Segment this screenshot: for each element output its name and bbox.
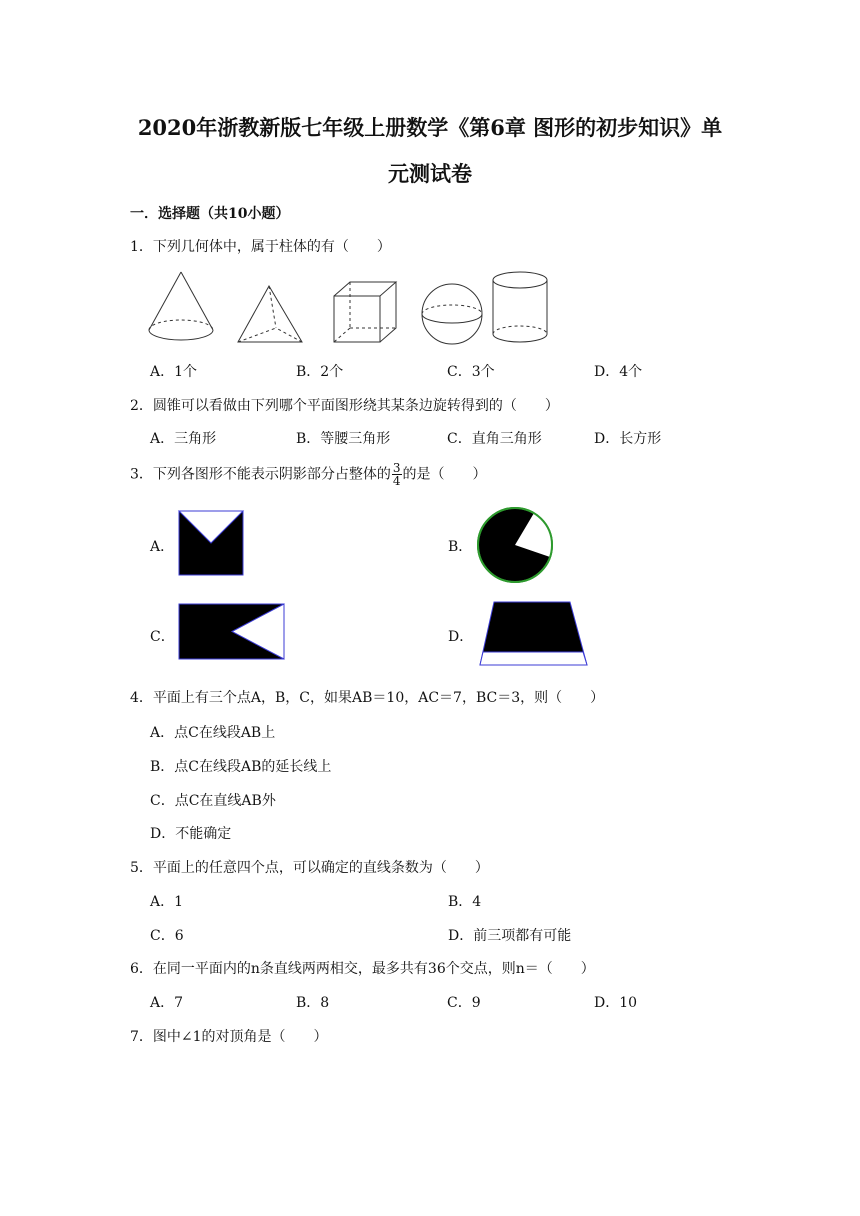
q3-option-a: A． <box>150 539 175 555</box>
trapezoid-shaded-figure <box>478 600 590 668</box>
q4-option-c: C．点C在直线AB外 <box>150 793 276 809</box>
q2-option-b: B．等腰三角形 <box>296 431 391 447</box>
tetrahedron-icon <box>236 284 304 346</box>
question-5-stem: 5．平面上的任意四个点，可以确定的直线条数为（ ） <box>130 860 489 876</box>
cone-icon <box>146 270 216 345</box>
cylinder-icon <box>490 270 550 346</box>
fraction <box>392 462 402 487</box>
q3-option-b: B． <box>448 539 473 555</box>
q5-option-d: D．前三项都有可能 <box>448 928 572 944</box>
rectangle-shaded-figure <box>178 603 286 661</box>
question-6-stem: 6．在同一平面内的n条直线两两相交，最多共有36个交点，则n＝（ ） <box>130 961 595 977</box>
question-3-stem <box>130 462 487 487</box>
square-shaded-figure <box>178 510 244 576</box>
q1-option-c: C．3个 <box>447 364 495 380</box>
cube-icon <box>332 280 398 346</box>
q4-option-a: A．点C在线段AB上 <box>150 725 276 741</box>
q5-option-b: B．4 <box>448 894 482 910</box>
q5-option-c: C．6 <box>150 928 184 944</box>
q2-option-c: C．直角三角形 <box>447 431 542 447</box>
question-1-stem: 1．下列几何体中，属于柱体的有（ ） <box>130 239 391 255</box>
section-heading: 一．选择题（共10小题） <box>130 206 290 222</box>
sphere-icon <box>420 282 484 346</box>
question-7-stem: 7．图中∠1的对顶角是（ ） <box>130 1029 328 1045</box>
q6-option-b: B．8 <box>296 995 330 1011</box>
q4-option-d: D．不能确定 <box>150 826 232 842</box>
q6-option-c: C．9 <box>447 995 481 1011</box>
question-4-stem: 4．平面上有三个点A，B，C，如果AB＝10，AC＝7，BC＝3，则（ ） <box>130 690 605 706</box>
q2-option-a: A．三角形 <box>150 431 217 447</box>
q3-stem-after: 的是（ ） <box>402 466 487 483</box>
q1-option-b: B．2个 <box>296 364 344 380</box>
circle-shaded-figure <box>476 506 554 584</box>
question-2-stem: 2．圆锥可以看做由下列哪个平面图形绕其某条边旋转得到的（ ） <box>130 398 559 414</box>
q1-option-a: A．1个 <box>150 364 198 380</box>
document-title-line2: 元测试卷 <box>388 161 472 186</box>
q4-option-b: B．点C在线段AB的延长线上 <box>150 759 332 775</box>
q6-option-d: D．10 <box>594 995 638 1011</box>
q6-option-a: A．7 <box>150 995 184 1011</box>
q3-option-d: D． <box>448 629 474 645</box>
fraction-denominator: 4 <box>392 474 401 488</box>
fraction-numerator: 3 <box>392 461 401 475</box>
q3-option-c: C． <box>150 629 175 645</box>
q5-option-a: A．1 <box>150 894 184 910</box>
q1-option-d: D．4个 <box>594 364 643 380</box>
document-title-line1: 2020年浙教新版七年级上册数学《第6章 图形的初步知识》单 <box>137 115 723 140</box>
q3-stem-before: 3．下列各图形不能表示阴影部分占整体的 <box>130 466 391 483</box>
q2-option-d: D．长方形 <box>594 431 662 447</box>
